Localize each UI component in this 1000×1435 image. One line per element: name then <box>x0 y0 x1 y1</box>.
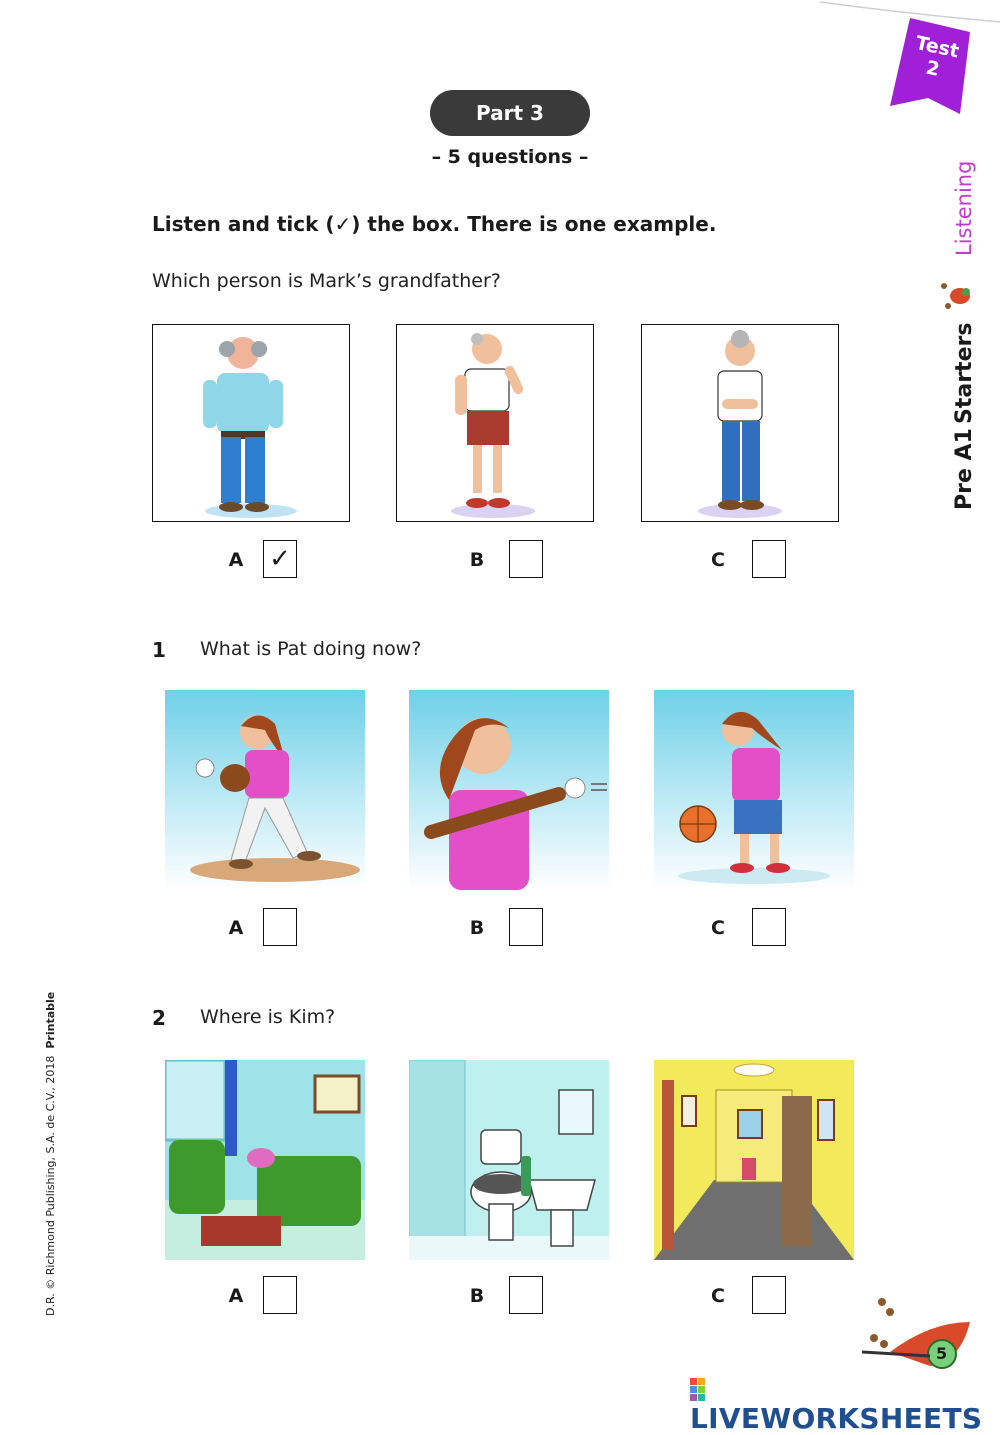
q1-option-b-checkbox[interactable] <box>509 908 543 946</box>
liveworksheets-wordmark[interactable]: LIVEWORKSHEETS <box>690 1402 983 1435</box>
example-option-a-checkbox[interactable]: ✓ <box>263 540 297 578</box>
example-option-c-checkbox[interactable] <box>752 540 786 578</box>
section-starters-label: Starters <box>952 322 977 424</box>
liveworksheets-logo <box>690 1378 1000 1435</box>
q1-option-c-letter: C <box>711 917 725 939</box>
q2-option-a-image <box>165 1060 365 1260</box>
q2-option-a-letter: A <box>228 1285 244 1307</box>
section-level-label: Pre A1 <box>952 428 977 510</box>
part-title: Part 3 <box>430 90 590 136</box>
question-1-number: 1 <box>152 638 166 662</box>
q1-option-b-image <box>409 690 609 890</box>
q1-option-b-letter: B <box>469 917 485 939</box>
example-option-b-letter: B <box>469 549 485 571</box>
q2-option-b-image <box>409 1060 609 1260</box>
page-bird-illustration <box>860 1292 980 1382</box>
question-1-text: What is Pat doing now? <box>200 638 422 660</box>
q2-option-c-letter: C <box>711 1285 725 1307</box>
test-badge-label: Test <box>913 31 961 63</box>
questions-count: – 5 questions – <box>431 146 589 168</box>
logo-tiles-icon <box>690 1378 706 1402</box>
test-badge <box>888 18 970 114</box>
q2-option-a-checkbox[interactable] <box>263 1276 297 1314</box>
question-2-text: Where is Kim? <box>200 1006 336 1028</box>
q1-option-c-checkbox[interactable] <box>752 908 786 946</box>
q1-option-a-checkbox[interactable] <box>263 908 297 946</box>
test-badge-number: 2 <box>923 56 942 81</box>
example-option-c-letter: C <box>711 549 725 571</box>
example-option-c-image <box>641 324 839 522</box>
example-option-a-image <box>152 324 350 522</box>
q2-option-b-checkbox[interactable] <box>509 1276 543 1314</box>
q2-option-b-letter: B <box>469 1285 485 1307</box>
instruction-text: Listen and tick (✓) the box. There is one example. <box>152 212 717 236</box>
example-option-a-letter: A <box>228 549 244 571</box>
question-2-number: 2 <box>152 1006 166 1030</box>
q2-option-c-image <box>654 1060 854 1260</box>
example-question: Which person is Mark’s grandfather? <box>152 270 501 292</box>
copyright-text: D.R. © Richmond Publishing, S.A. de C.V., 2018 Printable <box>44 991 57 1316</box>
section-listening-label: Listening <box>952 160 976 256</box>
example-option-b-checkbox[interactable] <box>509 540 543 578</box>
q1-option-a-image <box>165 690 365 890</box>
example-option-b-image <box>396 324 594 522</box>
page-number: 5 <box>936 1344 948 1363</box>
bird-icon <box>936 276 978 316</box>
q1-option-c-image <box>654 690 854 890</box>
q2-option-c-checkbox[interactable] <box>752 1276 786 1314</box>
q1-option-a-letter: A <box>228 917 244 939</box>
